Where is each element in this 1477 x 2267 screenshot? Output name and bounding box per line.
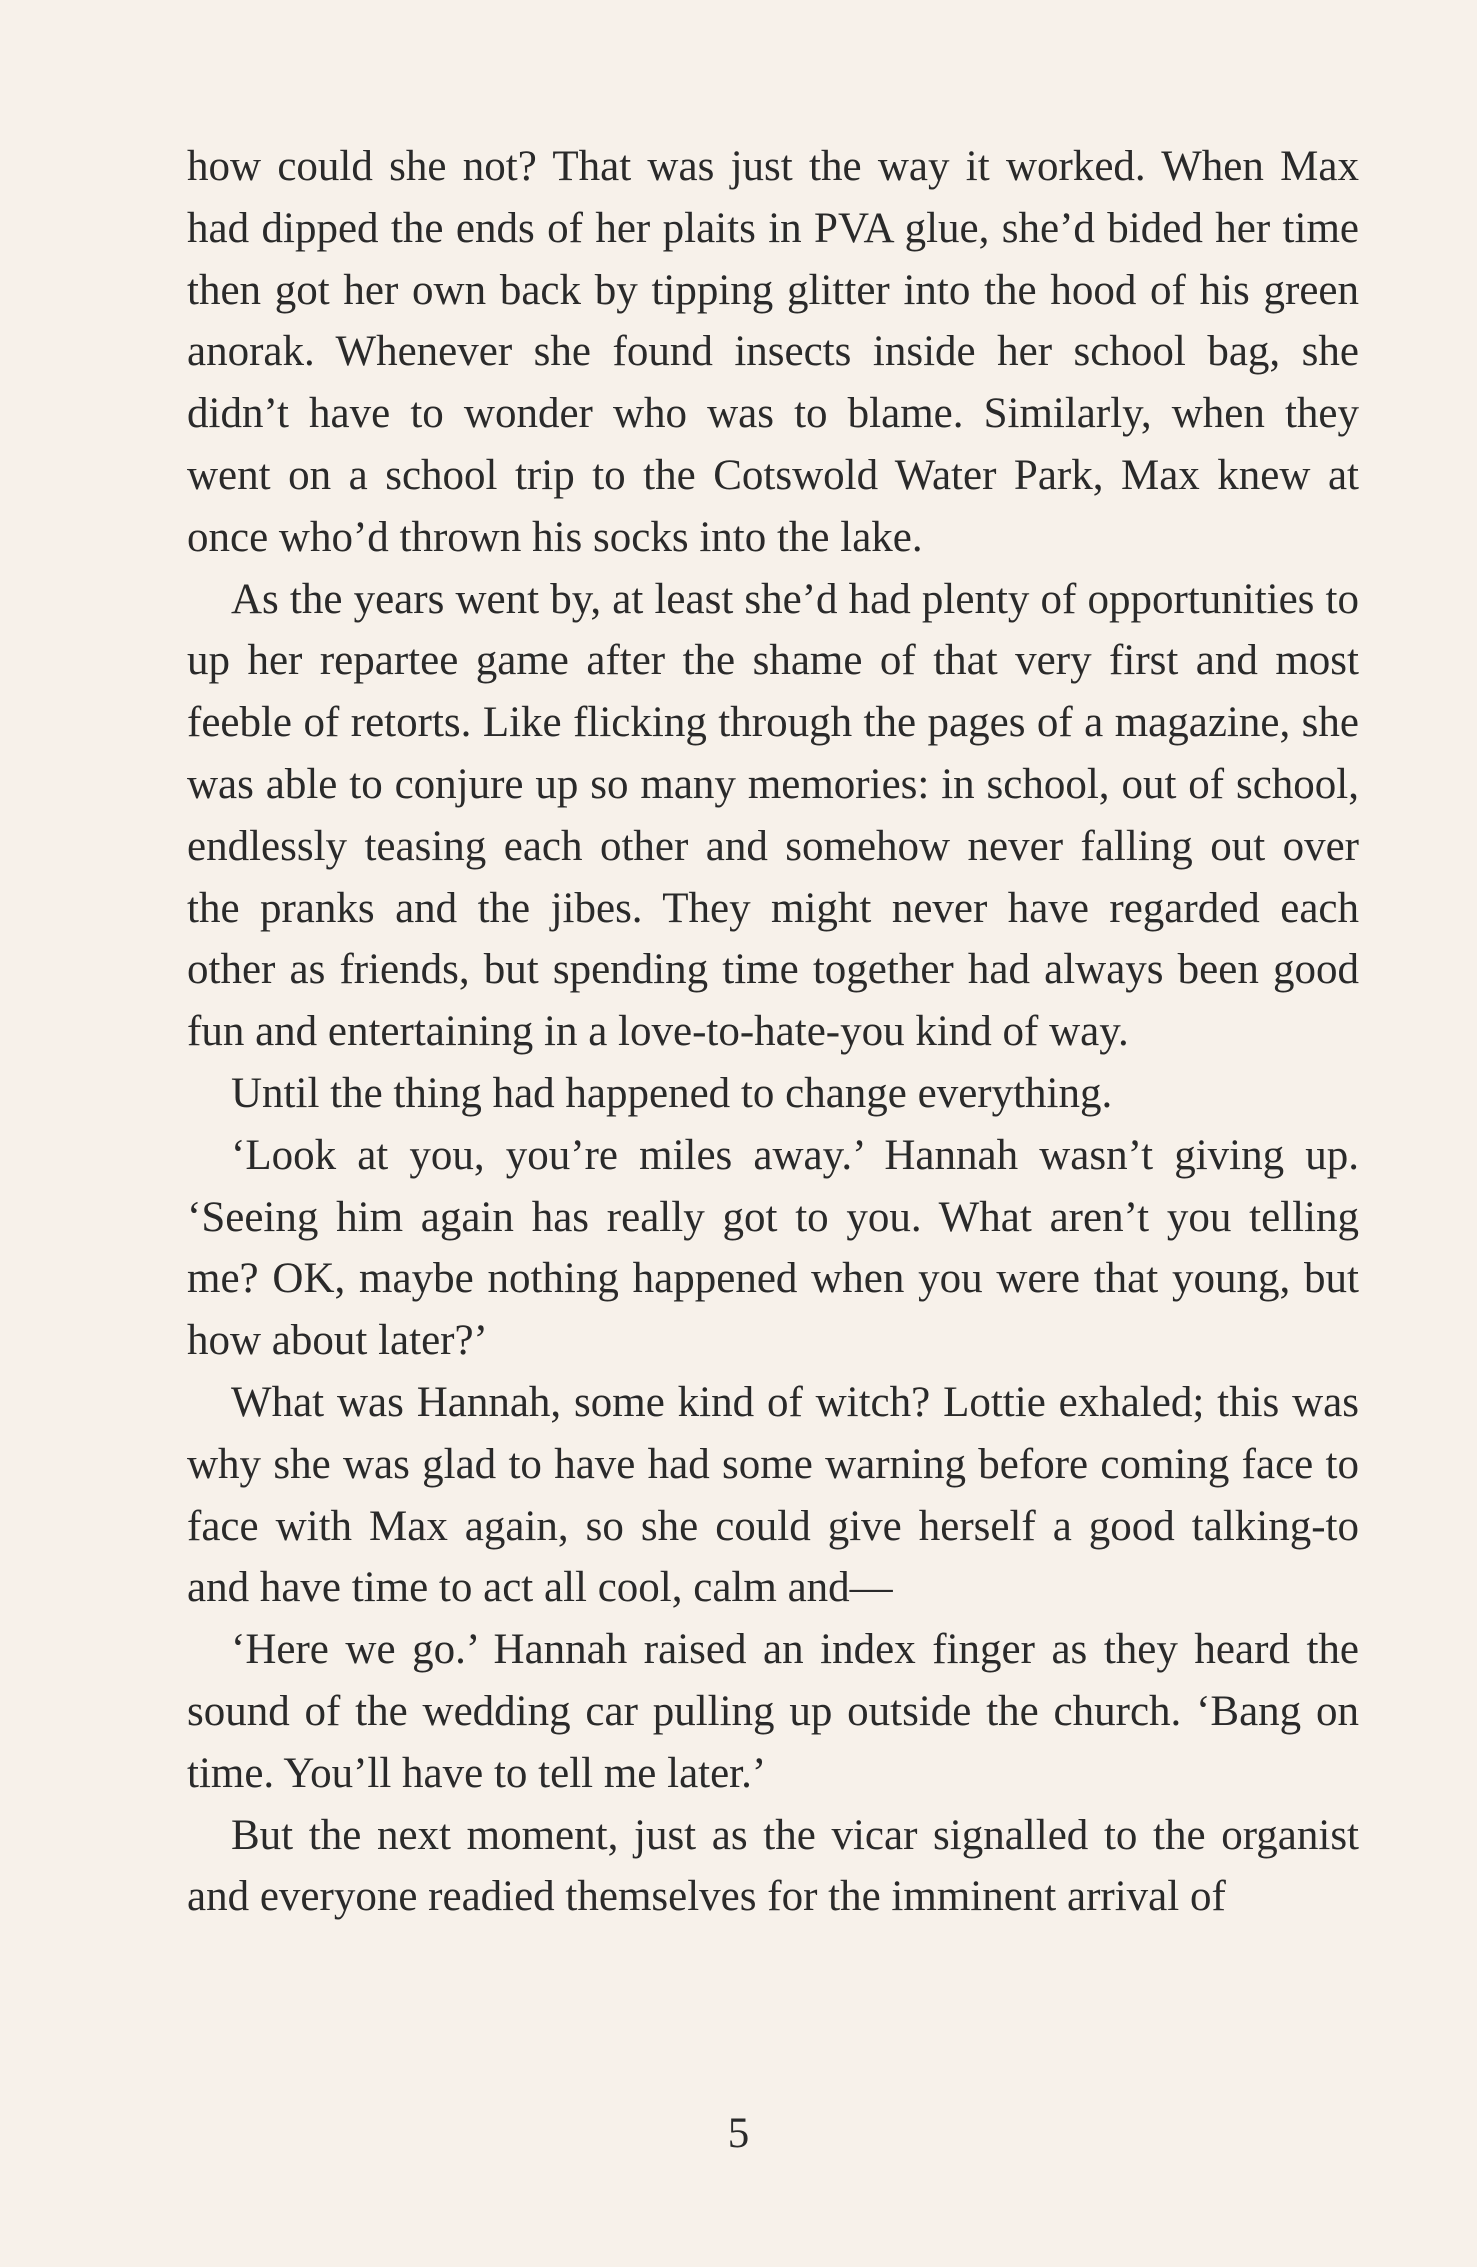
paragraph-3: Until the thing had happened to change everything. <box>231 1069 1113 1117</box>
paragraph-1: how could she not? That was just the way it worked. When Max had dipped the ends of her plaits in PVA glue, she’d bided her time then got her own back by tipping glitter into the hood of his green anorak. Whenever she found insects inside her school bag, she didn’t have to wonder who was to blame. Similarly, when they went on a school trip to the Cotswold Water Park, Max knew at once who’d thrown his socks into the lake. <box>187 143 1359 561</box>
body-text <box>187 136 1359 1928</box>
paragraph-6: ‘Here we go.’ Hannah raised an index finger as they heard the sound of the wedding car pulling up outside the church. ‘Bang on time. You’ll have to tell me later.’ <box>187 1626 1359 1797</box>
paragraph-2: As the years went by, at least she’d had plenty of opportunities to up her repartee game after the shame of that very first and most feeble of retorts. Like flicking through the pages of a magazine, she was able to conjure up so many memories: in school, out of school, endlessly teasing each other and somehow never falling out over the pranks and the jibes. They might never have regarded each other as friends, but spending time together had always been good fun and entertaining in a love-to-hate-you kind of way. <box>187 575 1359 1056</box>
paragraph-5: What was Hannah, some kind of witch? Lottie exhaled; this was why she was glad to have had some warning before coming face to face with Max again, so she could give herself a good talking-to and have time to act all cool, calm and— <box>187 1378 1359 1612</box>
page-number: 5 <box>727 2110 750 2157</box>
paragraph-4: ‘Look at you, you’re miles away.’ Hannah wasn’t giving up. ‘Seeing him again has really got to you. What aren’t you telling me? OK, maybe nothing happened when you were that young, but how about later?’ <box>187 1131 1359 1365</box>
paragraph-7: But the next moment, just as the vicar signalled to the organist and everyone readied themselves for the imminent arrival of <box>187 1811 1359 1921</box>
